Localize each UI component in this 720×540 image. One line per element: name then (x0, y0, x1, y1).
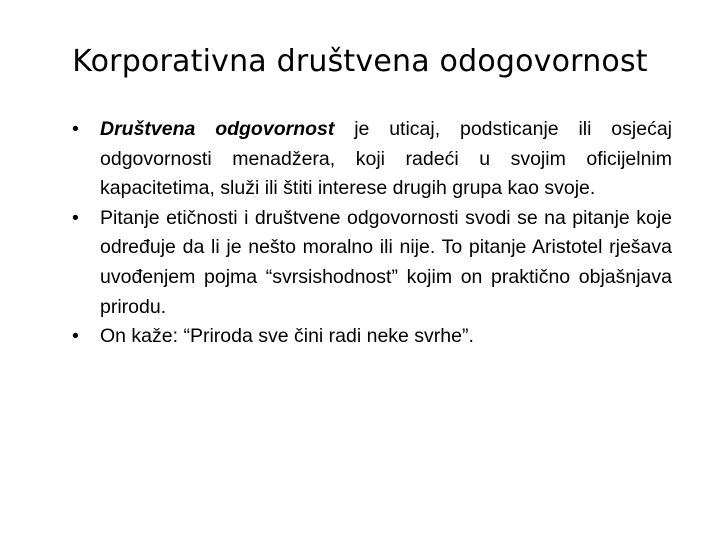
bullet-text: Pitanje etičnosti i društvene odgovornosti svodi se na pitanje koje određuje da li je nešto moralno ili nije. To pitanje Aristotel rješava uvođenjem pojma “svrsishodnost” kojim on praktično objašnjava prirodu. (100, 206, 672, 318)
bullet-list (72, 115, 672, 352)
bullet-item (72, 322, 672, 352)
bullet-item (72, 204, 672, 322)
bullet-text: On kaže: “Priroda sve čini radi neke svrhe”. (100, 325, 474, 348)
bullet-item (72, 115, 672, 204)
bullet-marker: • (72, 325, 79, 348)
slide-title: Korporativna društvena odogovornost (72, 44, 648, 79)
bullet-emphasis-term: Društvena odgovornost (100, 118, 335, 140)
bullet-marker: • (72, 118, 79, 140)
bullet-text: je uticaj, podsticanje ili osjećaj odgovornosti menadžera, koji radeći u svojim oficijelnim kapacitetima, služi ili štiti interese drugih grupa kao svoje. (100, 118, 672, 200)
bullet-marker: • (72, 206, 79, 229)
